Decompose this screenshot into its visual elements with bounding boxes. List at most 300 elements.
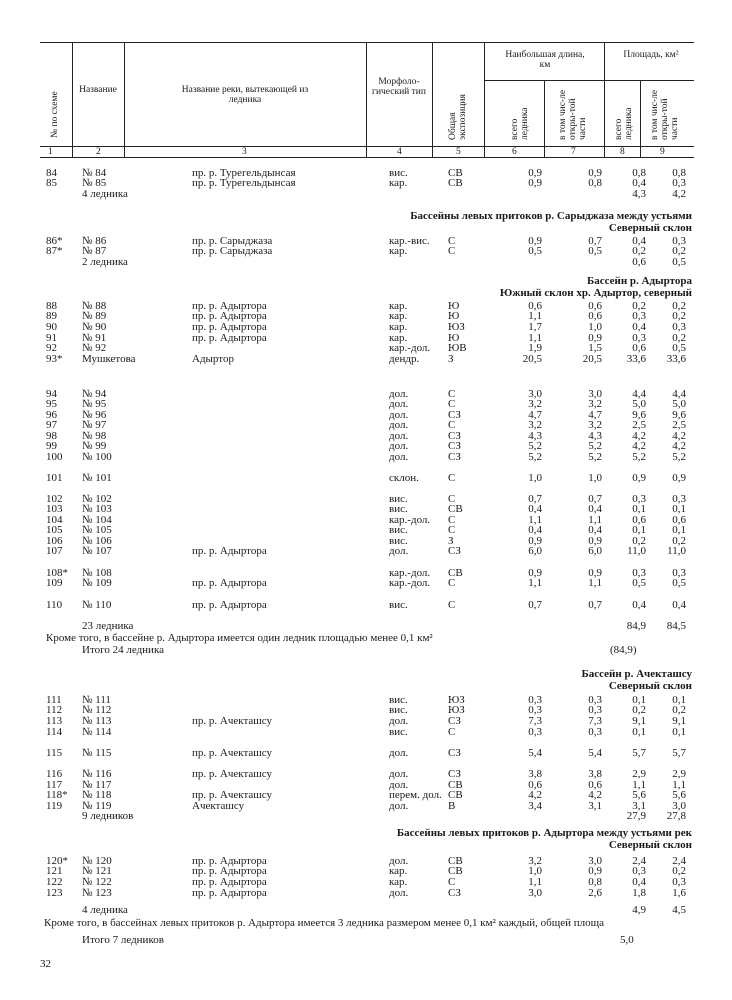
cell-len: 20,5 bbox=[522, 353, 542, 365]
cell-exp: С bbox=[448, 419, 456, 431]
cell-area: 0,5 bbox=[632, 577, 646, 589]
cell-type: дол. bbox=[389, 715, 409, 727]
cell-area-open: 0,2 bbox=[672, 865, 686, 877]
cell-len: 0,9 bbox=[528, 235, 542, 247]
cell-type: дол. bbox=[389, 747, 409, 759]
table-row bbox=[0, 905, 732, 916]
cell-len: 3,2 bbox=[528, 398, 542, 410]
cell-area: 0,9 bbox=[632, 472, 646, 484]
cell-name: № 123 bbox=[82, 887, 112, 899]
cell-area: 5,0 bbox=[632, 398, 646, 410]
cell-area: 0,6 bbox=[632, 514, 646, 526]
cell-area: 0,2 bbox=[632, 300, 646, 312]
cell-river: пр. р. Адыртора bbox=[192, 310, 267, 322]
cell-len: 0,3 bbox=[528, 694, 542, 706]
cell-area: 9,6 bbox=[632, 409, 646, 421]
cell-area: 11,0 bbox=[627, 545, 646, 557]
colnum-2: 2 bbox=[96, 147, 101, 157]
cell-len: 3,0 bbox=[528, 388, 542, 400]
cell-name: № 112 bbox=[82, 704, 112, 716]
section-subheading: Южный склон хр. Адыртор, северный bbox=[499, 287, 692, 299]
cell-area: 0,3 bbox=[632, 332, 646, 344]
cell-name: № 91 bbox=[82, 332, 107, 344]
cell-type: дол. bbox=[389, 388, 409, 400]
col-len-open-header: в том чис-ле откры-той части bbox=[558, 89, 588, 140]
cell-type: кар.-дол. bbox=[389, 342, 431, 354]
cell-len: 0,4 bbox=[528, 503, 542, 515]
section-heading: Бассейн р. Адыртора bbox=[586, 275, 692, 287]
cell-area-open: 0,3 bbox=[672, 493, 686, 505]
cell-num: 87* bbox=[46, 245, 63, 257]
cell-area-open: 0,1 bbox=[672, 726, 686, 738]
cell-exp: СЗ bbox=[448, 430, 461, 442]
section-subheading: Северный склон bbox=[608, 680, 692, 692]
cell-name: № 113 bbox=[82, 715, 112, 727]
cell-exp: ЮВ bbox=[448, 342, 467, 354]
cell-num: 121 bbox=[46, 865, 63, 877]
cell-area: 2,4 bbox=[632, 855, 646, 867]
cell-area: 0,4 bbox=[632, 235, 646, 247]
cell-len: 0,6 bbox=[528, 300, 542, 312]
cell-type: дол. bbox=[389, 440, 409, 452]
cell-river: пр. р. Адыртора bbox=[192, 855, 267, 867]
cell-river: пр. р. Турегельдынсая bbox=[192, 177, 296, 189]
cell-exp: З bbox=[448, 535, 454, 547]
cell-num: 103 bbox=[46, 503, 63, 515]
cell-len-open: 1,5 bbox=[588, 342, 602, 354]
cell-type: дол. bbox=[389, 855, 409, 867]
cell-len-open: 0,9 bbox=[588, 332, 602, 344]
cell-type: кар. bbox=[389, 245, 408, 257]
colnum-1: 1 bbox=[48, 147, 53, 157]
col-name-header: Название bbox=[79, 85, 117, 95]
left-tributaries-note: Кроме того, в бассейнах левых притоков р. Адыртора имеется 3 ледника размером менее 0,1 км² каждый, общей площа bbox=[44, 917, 604, 929]
cell-area: 0,3 bbox=[632, 310, 646, 322]
cell-name: № 86 bbox=[82, 235, 107, 247]
cell-len: 1,1 bbox=[528, 577, 542, 589]
cell-area-open: 4,2 bbox=[672, 188, 686, 200]
cell-river: пр. р. Адыртора bbox=[192, 887, 267, 899]
cell-num: 97 bbox=[46, 419, 57, 431]
cell-exp: СЗ bbox=[448, 747, 461, 759]
cell-area-open: 2,4 bbox=[672, 855, 686, 867]
cell-area: 0,6 bbox=[632, 342, 646, 354]
cell-len: 3,4 bbox=[528, 800, 542, 812]
cell-name: № 115 bbox=[82, 747, 112, 759]
cell-num: 104 bbox=[46, 514, 63, 526]
cell-len-open: 3,1 bbox=[588, 800, 602, 812]
cell-name: № 104 bbox=[82, 514, 112, 526]
col-len-total-header: всего ледника bbox=[510, 107, 530, 140]
cell-type: дол. bbox=[389, 451, 409, 463]
cell-name: № 121 bbox=[82, 865, 112, 877]
cell-area-open: 4,2 bbox=[672, 440, 686, 452]
cell-exp: СВ bbox=[448, 779, 463, 791]
cell-area-open: 9,1 bbox=[672, 715, 686, 727]
cell-exp: СВ bbox=[448, 503, 463, 515]
cell-len: 4,7 bbox=[528, 409, 542, 421]
cell-area-open: 4,5 bbox=[672, 904, 686, 916]
cell-len-open: 0,6 bbox=[588, 300, 602, 312]
cell-len-open: 0,9 bbox=[588, 535, 602, 547]
cell-type: вис. bbox=[389, 726, 408, 738]
cell-len-open: 0,6 bbox=[588, 779, 602, 791]
cell-len-open: 0,7 bbox=[588, 599, 602, 611]
cell-area-open: 0,2 bbox=[672, 245, 686, 257]
cell-river: пр. р. Адыртора bbox=[192, 300, 267, 312]
cell-num: 93* bbox=[46, 353, 63, 365]
cell-len: 5,2 bbox=[528, 440, 542, 452]
cell-num: 88 bbox=[46, 300, 57, 312]
table-row bbox=[0, 257, 732, 268]
cell-name: № 96 bbox=[82, 409, 107, 421]
cell-num: 115 bbox=[46, 747, 63, 759]
cell-name: № 110 bbox=[82, 599, 112, 611]
cell-river: пр. р. Ачекташсу bbox=[192, 715, 272, 727]
cell-len-open: 5,2 bbox=[588, 451, 602, 463]
cell-type: кар.-вис. bbox=[389, 235, 430, 247]
group-length-header: Наибольшая длина, км bbox=[505, 50, 585, 70]
cell-area-open: 3,0 bbox=[672, 800, 686, 812]
table-row bbox=[0, 748, 732, 759]
cell-area: 4,2 bbox=[632, 430, 646, 442]
cell-area-open: 0,6 bbox=[672, 514, 686, 526]
cell-len-open: 0,9 bbox=[588, 167, 602, 179]
cell-type: вис. bbox=[389, 524, 408, 536]
cell-num: 100 bbox=[46, 451, 63, 463]
cell-len: 0,9 bbox=[528, 177, 542, 189]
col-exposure-header: Общая экспозиция bbox=[448, 94, 468, 140]
cell-area-open: 9,6 bbox=[672, 409, 686, 421]
cell-area: 0,6 bbox=[632, 256, 646, 268]
cell-name: № 102 bbox=[82, 493, 112, 505]
cell-area: 0,8 bbox=[632, 167, 646, 179]
cell-name: № 107 bbox=[82, 545, 112, 557]
cell-len: 1,7 bbox=[528, 321, 542, 333]
cell-num: 90 bbox=[46, 321, 57, 333]
cell-len-open: 4,7 bbox=[588, 409, 602, 421]
cell-num: 107 bbox=[46, 545, 63, 557]
cell-area: 0,1 bbox=[632, 726, 646, 738]
cell-len-open: 4,2 bbox=[588, 789, 602, 801]
cell-name: № 111 bbox=[82, 694, 111, 706]
cell-len-open: 0,8 bbox=[588, 876, 602, 888]
cell-name: № 109 bbox=[82, 577, 112, 589]
section-heading: Бассейны левых притоков р. Сарыджаза между устьями bbox=[410, 210, 692, 222]
cell-name: 23 ледника bbox=[82, 620, 134, 632]
cell-num: 123 bbox=[46, 887, 63, 899]
colnum-8: 8 bbox=[620, 147, 625, 157]
cell-type: вис. bbox=[389, 493, 408, 505]
cell-type: дол. bbox=[389, 409, 409, 421]
cell-num: 106 bbox=[46, 535, 63, 547]
cell-len: 0,7 bbox=[528, 599, 542, 611]
cell-type: кар.-дол. bbox=[389, 577, 431, 589]
cell-name: № 118 bbox=[82, 789, 112, 801]
cell-area-open: 33,6 bbox=[666, 353, 686, 365]
table-row bbox=[0, 420, 732, 431]
cell-len-open: 0,7 bbox=[588, 235, 602, 247]
cell-num: 118* bbox=[46, 789, 68, 801]
cell-num: 119 bbox=[46, 800, 63, 812]
cell-exp: С bbox=[448, 493, 456, 505]
cell-num: 112 bbox=[46, 704, 63, 716]
cell-type: вис. bbox=[389, 694, 408, 706]
cell-exp: С bbox=[448, 524, 456, 536]
cell-area-open: 0,3 bbox=[672, 567, 686, 579]
table-row bbox=[0, 311, 732, 322]
cell-len: 3,2 bbox=[528, 855, 542, 867]
cell-len: 0,3 bbox=[528, 726, 542, 738]
cell-area-open: 0,5 bbox=[672, 256, 686, 268]
cell-exp: СЗ bbox=[448, 887, 461, 899]
col-area-total-header: всего ледника bbox=[614, 107, 634, 140]
cell-len-open: 0,3 bbox=[588, 704, 602, 716]
cell-exp: ЮЗ bbox=[448, 321, 465, 333]
cell-len-open: 5,4 bbox=[588, 747, 602, 759]
cell-area: 3,1 bbox=[632, 800, 646, 812]
cell-len-open: 3,8 bbox=[588, 768, 602, 780]
section-heading: Бассейны левых притоков р. Адыртора между устьями рек bbox=[396, 827, 692, 839]
cell-len: 7,3 bbox=[528, 715, 542, 727]
cell-len: 0,3 bbox=[528, 704, 542, 716]
cell-area-open: 84,5 bbox=[666, 620, 686, 632]
cell-type: дол. bbox=[389, 430, 409, 442]
cell-area-open: 0,1 bbox=[672, 524, 686, 536]
cell-num: 108* bbox=[46, 567, 68, 579]
cell-type: кар. bbox=[389, 876, 408, 888]
colnum-6: 6 bbox=[512, 147, 517, 157]
cell-num: 92 bbox=[46, 342, 57, 354]
cell-num: 120* bbox=[46, 855, 68, 867]
cell-exp: СЗ bbox=[448, 545, 461, 557]
cell-num: 98 bbox=[46, 430, 57, 442]
cell-area-open: 1,1 bbox=[672, 779, 686, 791]
cell-area: 5,6 bbox=[632, 789, 646, 801]
cell-name: № 88 bbox=[82, 300, 107, 312]
cell-name: № 103 bbox=[82, 503, 112, 515]
cell-type: дол. bbox=[389, 779, 409, 791]
cell-river: пр. р. Адыртора bbox=[192, 876, 267, 888]
colnum-7: 7 bbox=[571, 147, 576, 157]
cell-exp: СВ bbox=[448, 567, 463, 579]
cell-river: пр. р. Адыртора bbox=[192, 577, 267, 589]
cell-num: 89 bbox=[46, 310, 57, 322]
cell-river: пр. р. Адыртора bbox=[192, 545, 267, 557]
table-row bbox=[0, 600, 732, 611]
cell-area-open: 1,6 bbox=[672, 887, 686, 899]
adyrtor-total: Итого 24 ледника bbox=[82, 644, 165, 656]
cell-num: 86* bbox=[46, 235, 63, 247]
cell-len-open: 3,2 bbox=[588, 419, 602, 431]
cell-exp: СВ bbox=[448, 865, 463, 877]
cell-type: вис. bbox=[389, 167, 408, 179]
cell-area: 0,1 bbox=[632, 524, 646, 536]
cell-len-open: 0,5 bbox=[588, 245, 602, 257]
cell-type: вис. bbox=[389, 503, 408, 515]
cell-name: № 95 bbox=[82, 398, 107, 410]
table-row bbox=[0, 727, 732, 738]
cell-exp: СЗ bbox=[448, 451, 461, 463]
table-row bbox=[0, 621, 732, 632]
adyrtor-note: Кроме того, в бассейне р. Адыртора имеется один ледник площадью менее 0,1 км² bbox=[46, 632, 433, 644]
cell-area: 0,2 bbox=[632, 245, 646, 257]
cell-name: № 106 bbox=[82, 535, 112, 547]
cell-type: дол. bbox=[389, 887, 409, 899]
cell-area-open: 0,4 bbox=[672, 599, 686, 611]
cell-area: 27,9 bbox=[626, 810, 646, 822]
cell-exp: С bbox=[448, 472, 456, 484]
cell-river: пр. р. Ачекташсу bbox=[192, 789, 272, 801]
cell-name: 4 ледника bbox=[82, 188, 128, 200]
cell-area: 0,2 bbox=[632, 535, 646, 547]
cell-river: пр. р. Турегельдынсая bbox=[192, 167, 296, 179]
table-row bbox=[0, 399, 732, 410]
cell-num: 85 bbox=[46, 177, 57, 189]
cell-exp: В bbox=[448, 800, 456, 812]
cell-type: вис. bbox=[389, 704, 408, 716]
cell-exp: С bbox=[448, 577, 456, 589]
cell-river: Адыртор bbox=[192, 353, 234, 365]
cell-area: 0,1 bbox=[632, 694, 646, 706]
cell-num: 116 bbox=[46, 768, 63, 780]
cell-name: № 84 bbox=[82, 167, 107, 179]
cell-area: 9,1 bbox=[632, 715, 646, 727]
cell-river: пр. р. Адыртора bbox=[192, 865, 267, 877]
section-heading: Бассейн р. Ачекташсу bbox=[581, 668, 692, 680]
cell-area-open: 4,4 bbox=[672, 388, 686, 400]
cell-name: № 89 bbox=[82, 310, 107, 322]
cell-exp: С bbox=[448, 235, 456, 247]
cell-len: 0,7 bbox=[528, 493, 542, 505]
cell-len-open: 1,0 bbox=[588, 321, 602, 333]
cell-len: 0,5 bbox=[528, 245, 542, 257]
cell-area-open: 0,5 bbox=[672, 342, 686, 354]
cell-exp: С bbox=[448, 388, 456, 400]
colnum-9: 9 bbox=[660, 147, 665, 157]
table-row bbox=[0, 473, 732, 484]
cell-type: дол. bbox=[389, 398, 409, 410]
cell-len: 0,9 bbox=[528, 167, 542, 179]
cell-type: дол. bbox=[389, 545, 409, 557]
cell-area: 4,2 bbox=[632, 440, 646, 452]
cell-name: № 117 bbox=[82, 779, 112, 791]
cell-len: 3,2 bbox=[528, 419, 542, 431]
cell-type: склон. bbox=[389, 472, 419, 484]
cell-name: № 100 bbox=[82, 451, 112, 463]
cell-area-open: 0,1 bbox=[672, 694, 686, 706]
cell-type: кар.-дол. bbox=[389, 514, 431, 526]
cell-exp: СВ bbox=[448, 789, 463, 801]
cell-exp: С bbox=[448, 599, 456, 611]
cell-len-open: 0,7 bbox=[588, 493, 602, 505]
cell-river: пр. р. Ачекташсу bbox=[192, 768, 272, 780]
cell-area-open: 11,0 bbox=[667, 545, 686, 557]
cell-area-open: 0,2 bbox=[672, 310, 686, 322]
cell-len-open: 4,3 bbox=[588, 430, 602, 442]
cell-num: 91 bbox=[46, 332, 57, 344]
cell-len: 1,1 bbox=[528, 332, 542, 344]
cell-len: 1,1 bbox=[528, 310, 542, 322]
cell-num: 111 bbox=[46, 694, 62, 706]
colnum-5: 5 bbox=[456, 147, 461, 157]
cell-exp: СВ bbox=[448, 855, 463, 867]
cell-type: кар. bbox=[389, 865, 408, 877]
col-type-header: Морфоло-гический тип bbox=[372, 77, 426, 97]
cell-name: № 99 bbox=[82, 440, 107, 452]
table-row bbox=[0, 189, 732, 200]
cell-exp: СЗ bbox=[448, 440, 461, 452]
cell-exp: СЗ bbox=[448, 715, 461, 727]
cell-name: № 105 bbox=[82, 524, 112, 536]
cell-exp: З bbox=[448, 353, 454, 365]
cell-exp: Ю bbox=[448, 310, 460, 322]
cell-name: № 85 bbox=[82, 177, 107, 189]
cell-num: 109 bbox=[46, 577, 63, 589]
group-area-header: Площадь, км² bbox=[623, 50, 679, 60]
cell-type: кар. bbox=[389, 321, 408, 333]
cell-num: 114 bbox=[46, 726, 63, 738]
cell-type: кар.-дол. bbox=[389, 567, 431, 579]
cell-name: № 87 bbox=[82, 245, 107, 257]
cell-type: кар. bbox=[389, 177, 408, 189]
cell-len: 0,9 bbox=[528, 535, 542, 547]
cell-type: вис. bbox=[389, 599, 408, 611]
cell-exp: СЗ bbox=[448, 409, 461, 421]
cell-area: 4,3 bbox=[632, 188, 646, 200]
table-row bbox=[0, 546, 732, 557]
left-tributaries-total-area: 5,0 bbox=[620, 934, 634, 946]
cell-num: 117 bbox=[46, 779, 63, 791]
cell-area-open: 0,2 bbox=[672, 300, 686, 312]
cell-river: пр. р. Адыртора bbox=[192, 321, 267, 333]
cell-len: 1,9 bbox=[528, 342, 542, 354]
cell-exp: С bbox=[448, 398, 456, 410]
cell-area-open: 4,2 bbox=[672, 430, 686, 442]
cell-exp: Ю bbox=[448, 300, 460, 312]
cell-len: 0,4 bbox=[528, 524, 542, 536]
cell-exp: СВ bbox=[448, 177, 463, 189]
cell-num: 110 bbox=[46, 599, 63, 611]
table-row bbox=[0, 452, 732, 463]
cell-exp: С bbox=[448, 726, 456, 738]
cell-len-open: 2,6 bbox=[588, 887, 602, 899]
cell-type: дол. bbox=[389, 768, 409, 780]
cell-name: № 119 bbox=[82, 800, 112, 812]
cell-type: кар. bbox=[389, 332, 408, 344]
cell-len-open: 1,1 bbox=[588, 577, 602, 589]
cell-num: 99 bbox=[46, 440, 57, 452]
col-river-header: Название реки, вытекающей из ледника bbox=[181, 85, 309, 105]
table-row bbox=[0, 578, 732, 589]
cell-area-open: 5,0 bbox=[672, 398, 686, 410]
cell-len-open: 0,6 bbox=[588, 310, 602, 322]
cell-name: № 97 bbox=[82, 419, 107, 431]
cell-num: 94 bbox=[46, 388, 57, 400]
cell-name: № 120 bbox=[82, 855, 112, 867]
cell-area-open: 0,3 bbox=[672, 321, 686, 333]
cell-len-open: 0,9 bbox=[588, 567, 602, 579]
cell-len: 0,9 bbox=[528, 567, 542, 579]
cell-len-open: 0,9 bbox=[588, 865, 602, 877]
cell-name: № 114 bbox=[82, 726, 112, 738]
cell-name: Мушкетова bbox=[82, 353, 136, 365]
cell-name: № 116 bbox=[82, 768, 112, 780]
cell-area: 0,3 bbox=[632, 567, 646, 579]
cell-exp: С bbox=[448, 514, 456, 526]
cell-name: № 90 bbox=[82, 321, 107, 333]
cell-exp: С bbox=[448, 245, 456, 257]
